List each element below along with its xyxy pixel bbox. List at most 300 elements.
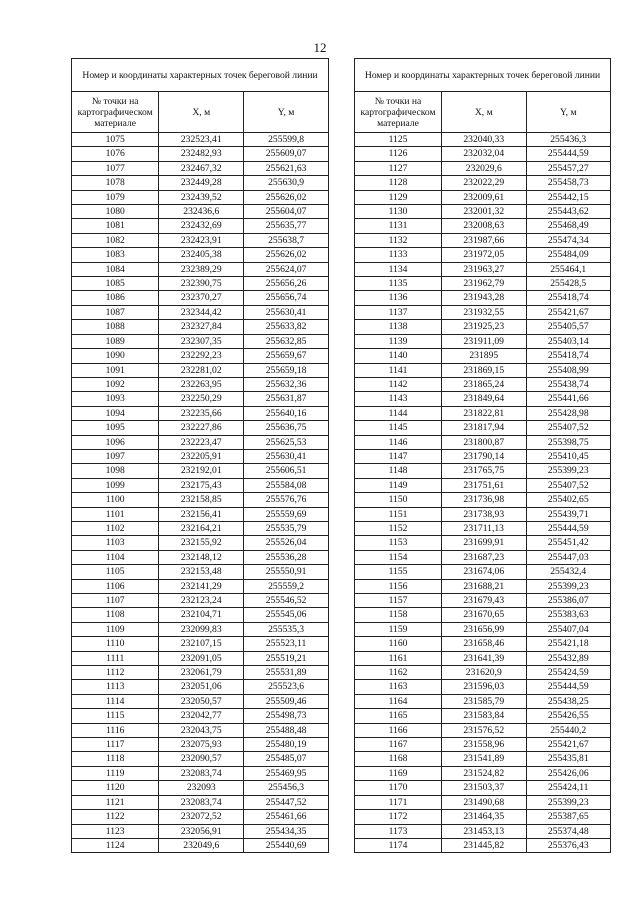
cell-y-coordinate: 255428,98	[526, 406, 611, 420]
cell-point-number: 1171	[355, 795, 442, 809]
cell-point-number: 1105	[72, 565, 159, 579]
cell-x-coordinate: 232344,42	[159, 305, 244, 319]
cell-x-coordinate: 232042,77	[159, 709, 244, 723]
cell-y-coordinate: 255442,15	[526, 190, 611, 204]
cell-x-coordinate: 232449,28	[159, 176, 244, 190]
cell-point-number: 1123	[72, 824, 159, 838]
cell-y-coordinate: 255469,95	[244, 766, 329, 780]
cell-x-coordinate: 232156,41	[159, 507, 244, 521]
table-row	[355, 536, 611, 550]
cell-x-coordinate: 231963,27	[442, 262, 526, 276]
cell-x-coordinate: 232153,48	[159, 565, 244, 579]
cell-point-number: 1114	[72, 694, 159, 708]
cell-y-coordinate: 255526,04	[244, 536, 329, 550]
cell-y-coordinate: 255656,74	[244, 291, 329, 305]
cell-y-coordinate: 255440,2	[526, 723, 611, 737]
column-header-y: Y, м	[244, 92, 329, 133]
cell-x-coordinate: 231911,09	[442, 334, 526, 348]
cell-y-coordinate: 255432,4	[526, 565, 611, 579]
cell-x-coordinate: 232083,74	[159, 795, 244, 809]
cell-point-number: 1110	[72, 637, 159, 651]
table-row	[72, 421, 329, 435]
table-row	[72, 694, 329, 708]
cell-y-coordinate: 255523,11	[244, 637, 329, 651]
table-row	[355, 838, 611, 852]
cell-point-number: 1109	[72, 622, 159, 636]
cell-point-number: 1130	[355, 205, 442, 219]
cell-point-number: 1081	[72, 219, 159, 233]
cell-y-coordinate: 255509,46	[244, 694, 329, 708]
cell-point-number: 1126	[355, 147, 442, 161]
cell-y-coordinate: 255559,2	[244, 579, 329, 593]
cell-point-number: 1103	[72, 536, 159, 550]
cell-y-coordinate: 255402,65	[526, 493, 611, 507]
table-row	[355, 190, 611, 204]
table-row	[355, 449, 611, 463]
cell-point-number: 1076	[72, 147, 159, 161]
cell-point-number: 1125	[355, 133, 442, 147]
cell-y-coordinate: 255621,63	[244, 161, 329, 175]
cell-y-coordinate: 255405,57	[526, 320, 611, 334]
page-number: 12	[313, 40, 327, 55]
cell-x-coordinate: 232281,02	[159, 363, 244, 377]
cell-point-number: 1135	[355, 277, 442, 291]
cell-x-coordinate: 232235,66	[159, 406, 244, 420]
column-header-x: X, м	[442, 92, 526, 133]
cell-y-coordinate: 255398,75	[526, 435, 611, 449]
cell-y-coordinate: 255428,5	[526, 277, 611, 291]
cell-x-coordinate: 231800,87	[442, 435, 526, 449]
cell-y-coordinate: 255440,69	[244, 838, 329, 852]
cell-point-number: 1145	[355, 421, 442, 435]
cell-point-number: 1086	[72, 291, 159, 305]
cell-y-coordinate: 255604,07	[244, 205, 329, 219]
cell-y-coordinate: 255444,59	[526, 147, 611, 161]
cell-y-coordinate: 255630,41	[244, 305, 329, 319]
cell-x-coordinate: 231585,79	[442, 694, 526, 708]
table-row	[355, 594, 611, 608]
cell-x-coordinate: 232051,06	[159, 680, 244, 694]
table-row	[72, 248, 329, 262]
table-row	[355, 694, 611, 708]
table-row	[355, 205, 611, 219]
cell-y-coordinate: 255606,51	[244, 464, 329, 478]
cell-x-coordinate: 232467,32	[159, 161, 244, 175]
cell-point-number: 1108	[72, 608, 159, 622]
table-row	[72, 637, 329, 651]
cell-point-number: 1169	[355, 766, 442, 780]
cell-point-number: 1139	[355, 334, 442, 348]
table-row	[72, 608, 329, 622]
cell-x-coordinate: 232227,86	[159, 421, 244, 435]
table-row	[72, 449, 329, 463]
cell-y-coordinate: 255656,26	[244, 277, 329, 291]
cell-point-number: 1079	[72, 190, 159, 204]
cell-x-coordinate: 232436,6	[159, 205, 244, 219]
cell-x-coordinate: 232104,71	[159, 608, 244, 622]
cell-x-coordinate: 231464,35	[442, 810, 526, 824]
table-row	[72, 478, 329, 492]
cell-x-coordinate: 231541,89	[442, 752, 526, 766]
cell-x-coordinate: 231453,13	[442, 824, 526, 838]
coordinates-table-left	[71, 58, 329, 853]
table-row	[72, 594, 329, 608]
table-row	[355, 608, 611, 622]
cell-y-coordinate: 255399,23	[526, 579, 611, 593]
cell-x-coordinate: 231962,79	[442, 277, 526, 291]
table-row	[72, 435, 329, 449]
cell-y-coordinate: 255638,7	[244, 233, 329, 247]
cell-y-coordinate: 255447,03	[526, 550, 611, 564]
cell-x-coordinate: 231503,37	[442, 781, 526, 795]
cell-x-coordinate: 231656,99	[442, 622, 526, 636]
cell-y-coordinate: 255426,06	[526, 766, 611, 780]
table-row	[72, 334, 329, 348]
cell-y-coordinate: 255432,89	[526, 651, 611, 665]
cell-y-coordinate: 255626,02	[244, 190, 329, 204]
cell-point-number: 1132	[355, 233, 442, 247]
cell-x-coordinate: 231738,93	[442, 507, 526, 521]
cell-y-coordinate: 255403,14	[526, 334, 611, 348]
cell-x-coordinate: 232390,75	[159, 277, 244, 291]
cell-x-coordinate: 231490,68	[442, 795, 526, 809]
cell-y-coordinate: 255456,3	[244, 781, 329, 795]
cell-x-coordinate: 231687,23	[442, 550, 526, 564]
cell-x-coordinate: 231576,52	[442, 723, 526, 737]
cell-point-number: 1078	[72, 176, 159, 190]
cell-x-coordinate: 232307,35	[159, 334, 244, 348]
cell-x-coordinate: 232022,29	[442, 176, 526, 190]
table-row	[72, 392, 329, 406]
cell-y-coordinate: 255633,82	[244, 320, 329, 334]
table-row	[355, 622, 611, 636]
table-row	[355, 824, 611, 838]
table-row	[355, 421, 611, 435]
cell-x-coordinate: 231822,81	[442, 406, 526, 420]
cell-y-coordinate: 255407,52	[526, 421, 611, 435]
table-row	[72, 320, 329, 334]
table-row	[355, 478, 611, 492]
cell-y-coordinate: 255374,48	[526, 824, 611, 838]
table-row	[355, 248, 611, 262]
table-row	[355, 565, 611, 579]
cell-x-coordinate: 232061,79	[159, 666, 244, 680]
table-row	[355, 637, 611, 651]
cell-x-coordinate: 232175,43	[159, 478, 244, 492]
table-row	[355, 680, 611, 694]
cell-x-coordinate: 232075,93	[159, 738, 244, 752]
cell-y-coordinate: 255550,91	[244, 565, 329, 579]
table-row	[355, 550, 611, 564]
cell-y-coordinate: 255457,27	[526, 161, 611, 175]
cell-x-coordinate: 232040,33	[442, 133, 526, 147]
table-row	[72, 738, 329, 752]
cell-y-coordinate: 255519,21	[244, 651, 329, 665]
cell-y-coordinate: 255624,07	[244, 262, 329, 276]
cell-point-number: 1143	[355, 392, 442, 406]
table-row	[355, 435, 611, 449]
cell-point-number: 1146	[355, 435, 442, 449]
table-row	[355, 795, 611, 809]
table-row	[72, 565, 329, 579]
table-row	[355, 766, 611, 780]
table-row	[355, 392, 611, 406]
cell-y-coordinate: 255626,02	[244, 248, 329, 262]
cell-y-coordinate: 255451,42	[526, 536, 611, 550]
cell-point-number: 1158	[355, 608, 442, 622]
cell-x-coordinate: 232223,47	[159, 435, 244, 449]
table-row	[72, 824, 329, 838]
cell-y-coordinate: 255531,89	[244, 666, 329, 680]
table-row	[72, 133, 329, 147]
cell-y-coordinate: 255630,9	[244, 176, 329, 190]
cell-y-coordinate: 255421,67	[526, 738, 611, 752]
cell-point-number: 1172	[355, 810, 442, 824]
table-row	[355, 305, 611, 319]
table-row	[72, 262, 329, 276]
cell-y-coordinate: 255635,77	[244, 219, 329, 233]
cell-y-coordinate: 255546,52	[244, 594, 329, 608]
cell-point-number: 1102	[72, 521, 159, 535]
cell-x-coordinate: 232250,29	[159, 392, 244, 406]
table-row	[72, 651, 329, 665]
cell-point-number: 1127	[355, 161, 442, 175]
cell-point-number: 1149	[355, 478, 442, 492]
cell-x-coordinate: 231817,94	[442, 421, 526, 435]
cell-x-coordinate: 231895	[442, 349, 526, 363]
table-row	[72, 550, 329, 564]
cell-x-coordinate: 231620,9	[442, 666, 526, 680]
cell-y-coordinate: 255576,76	[244, 493, 329, 507]
table-row	[355, 161, 611, 175]
cell-x-coordinate: 232090,57	[159, 752, 244, 766]
table-row	[72, 161, 329, 175]
cell-point-number: 1116	[72, 723, 159, 737]
cell-y-coordinate: 255410,45	[526, 449, 611, 463]
cell-point-number: 1166	[355, 723, 442, 737]
cell-y-coordinate: 255424,59	[526, 666, 611, 680]
column-header-y: Y, м	[526, 92, 611, 133]
table-row	[72, 147, 329, 161]
table-row	[72, 464, 329, 478]
cell-point-number: 1097	[72, 449, 159, 463]
cell-point-number: 1156	[355, 579, 442, 593]
cell-point-number: 1119	[72, 766, 159, 780]
cell-x-coordinate: 231658,46	[442, 637, 526, 651]
cell-y-coordinate: 255441,66	[526, 392, 611, 406]
cell-y-coordinate: 255632,85	[244, 334, 329, 348]
cell-point-number: 1164	[355, 694, 442, 708]
table-row	[72, 377, 329, 391]
cell-y-coordinate: 255630,41	[244, 449, 329, 463]
table-row	[72, 752, 329, 766]
cell-x-coordinate: 231596,03	[442, 680, 526, 694]
cell-point-number: 1120	[72, 781, 159, 795]
cell-y-coordinate: 255444,59	[526, 680, 611, 694]
cell-y-coordinate: 255559,69	[244, 507, 329, 521]
cell-x-coordinate: 231751,61	[442, 478, 526, 492]
cell-point-number: 1131	[355, 219, 442, 233]
cell-x-coordinate: 232423,91	[159, 233, 244, 247]
cell-point-number: 1141	[355, 363, 442, 377]
cell-point-number: 1099	[72, 478, 159, 492]
table-row	[72, 176, 329, 190]
table-row	[355, 493, 611, 507]
cell-point-number: 1090	[72, 349, 159, 363]
table-row	[72, 349, 329, 363]
cell-point-number: 1089	[72, 334, 159, 348]
cell-x-coordinate: 232164,21	[159, 521, 244, 535]
table-row	[72, 190, 329, 204]
table-title: Номер и координаты характерных точек береговой линии	[72, 59, 329, 92]
cell-point-number: 1101	[72, 507, 159, 521]
cell-x-coordinate: 232148,12	[159, 550, 244, 564]
table-row	[72, 579, 329, 593]
cell-x-coordinate: 232370,27	[159, 291, 244, 305]
table-row	[72, 709, 329, 723]
cell-point-number: 1174	[355, 838, 442, 852]
cell-x-coordinate: 232205,91	[159, 449, 244, 463]
cell-y-coordinate: 255609,07	[244, 147, 329, 161]
cell-y-coordinate: 255464,1	[526, 262, 611, 276]
cell-y-coordinate: 255436,3	[526, 133, 611, 147]
table-row	[72, 406, 329, 420]
cell-y-coordinate: 255631,87	[244, 392, 329, 406]
cell-x-coordinate: 231790,14	[442, 449, 526, 463]
cell-point-number: 1165	[355, 709, 442, 723]
cell-point-number: 1077	[72, 161, 159, 175]
table-row	[355, 738, 611, 752]
cell-y-coordinate: 255421,67	[526, 305, 611, 319]
table-row	[72, 680, 329, 694]
cell-point-number: 1168	[355, 752, 442, 766]
table-row	[355, 277, 611, 291]
cell-point-number: 1167	[355, 738, 442, 752]
cell-point-number: 1088	[72, 320, 159, 334]
cell-point-number: 1163	[355, 680, 442, 694]
cell-point-number: 1122	[72, 810, 159, 824]
cell-y-coordinate: 255485,07	[244, 752, 329, 766]
cell-point-number: 1104	[72, 550, 159, 564]
table-row	[72, 205, 329, 219]
cell-x-coordinate: 232389,29	[159, 262, 244, 276]
table-row	[72, 493, 329, 507]
cell-x-coordinate: 232001,32	[442, 205, 526, 219]
cell-point-number: 1137	[355, 305, 442, 319]
cell-point-number: 1107	[72, 594, 159, 608]
table-row	[355, 810, 611, 824]
cell-y-coordinate: 255439,71	[526, 507, 611, 521]
cell-x-coordinate: 232093	[159, 781, 244, 795]
cell-point-number: 1153	[355, 536, 442, 550]
cell-point-number: 1161	[355, 651, 442, 665]
cell-x-coordinate: 232091,05	[159, 651, 244, 665]
table-row	[72, 795, 329, 809]
cell-y-coordinate: 255447,52	[244, 795, 329, 809]
cell-x-coordinate: 232043,75	[159, 723, 244, 737]
cell-point-number: 1082	[72, 233, 159, 247]
cell-x-coordinate: 232405,38	[159, 248, 244, 262]
table-row	[355, 651, 611, 665]
table-row	[355, 147, 611, 161]
cell-y-coordinate: 255461,66	[244, 810, 329, 824]
cell-y-coordinate: 255438,25	[526, 694, 611, 708]
cell-point-number: 1142	[355, 377, 442, 391]
table-row	[72, 507, 329, 521]
cell-y-coordinate: 255421,18	[526, 637, 611, 651]
cell-point-number: 1140	[355, 349, 442, 363]
cell-x-coordinate: 231972,05	[442, 248, 526, 262]
cell-y-coordinate: 255376,43	[526, 838, 611, 852]
cell-y-coordinate: 255424,11	[526, 781, 611, 795]
cell-y-coordinate: 255625,53	[244, 435, 329, 449]
table-row	[355, 723, 611, 737]
cell-x-coordinate: 232141,29	[159, 579, 244, 593]
cell-point-number: 1091	[72, 363, 159, 377]
cell-point-number: 1170	[355, 781, 442, 795]
cell-y-coordinate: 255426,55	[526, 709, 611, 723]
cell-point-number: 1095	[72, 421, 159, 435]
table-row	[72, 363, 329, 377]
table-row	[355, 262, 611, 276]
cell-x-coordinate: 232482,93	[159, 147, 244, 161]
table-row	[355, 752, 611, 766]
cell-y-coordinate: 255408,99	[526, 363, 611, 377]
cell-y-coordinate: 255443,62	[526, 205, 611, 219]
cell-x-coordinate: 232056,91	[159, 824, 244, 838]
cell-point-number: 1152	[355, 521, 442, 535]
column-header-x: X, м	[159, 92, 244, 133]
table-row	[72, 521, 329, 535]
cell-x-coordinate: 232432,69	[159, 219, 244, 233]
table-row	[355, 291, 611, 305]
cell-x-coordinate: 231987,66	[442, 233, 526, 247]
cell-x-coordinate: 232050,57	[159, 694, 244, 708]
cell-x-coordinate: 231674,06	[442, 565, 526, 579]
cell-y-coordinate: 255399,23	[526, 795, 611, 809]
cell-point-number: 1092	[72, 377, 159, 391]
cell-y-coordinate: 255438,74	[526, 377, 611, 391]
cell-point-number: 1096	[72, 435, 159, 449]
cell-x-coordinate: 232192,01	[159, 464, 244, 478]
cell-point-number: 1094	[72, 406, 159, 420]
cell-x-coordinate: 231869,15	[442, 363, 526, 377]
cell-point-number: 1138	[355, 320, 442, 334]
cell-y-coordinate: 255435,81	[526, 752, 611, 766]
table-row	[355, 334, 611, 348]
cell-x-coordinate: 232072,52	[159, 810, 244, 824]
cell-point-number: 1085	[72, 277, 159, 291]
cell-point-number: 1115	[72, 709, 159, 723]
cell-x-coordinate: 231699,91	[442, 536, 526, 550]
cell-y-coordinate: 255498,73	[244, 709, 329, 723]
table-row	[72, 666, 329, 680]
cell-x-coordinate: 231558,96	[442, 738, 526, 752]
cell-y-coordinate: 255444,59	[526, 521, 611, 535]
table-row	[355, 666, 611, 680]
cell-x-coordinate: 232032,04	[442, 147, 526, 161]
cell-x-coordinate: 232292,23	[159, 349, 244, 363]
cell-point-number: 1133	[355, 248, 442, 262]
cell-point-number: 1147	[355, 449, 442, 463]
cell-y-coordinate: 255484,09	[526, 248, 611, 262]
cell-y-coordinate: 255659,18	[244, 363, 329, 377]
table-row	[355, 219, 611, 233]
cell-point-number: 1087	[72, 305, 159, 319]
table-row	[72, 536, 329, 550]
cell-point-number: 1117	[72, 738, 159, 752]
table-row	[355, 176, 611, 190]
